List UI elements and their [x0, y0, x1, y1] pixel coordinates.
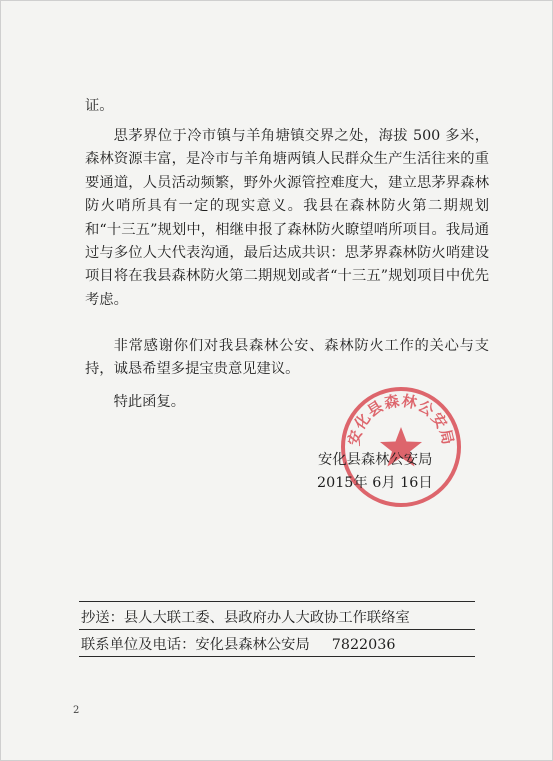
paragraph-continuation: 证。 — [85, 98, 114, 114]
divider-line — [79, 601, 475, 602]
divider-line — [79, 629, 475, 630]
signer-name: 安化县森林公安局 — [318, 452, 433, 468]
document-date: 2015年 6月 16日 — [317, 475, 433, 491]
svg-text:安化县森林公安局: 安化县森林公安局 — [344, 391, 458, 448]
cc-line: 抄送：县人大联工委、县政府办人大政协工作联络室 — [81, 610, 410, 626]
contact-line — [81, 634, 395, 654]
paragraph-closing: 特此函复。 — [113, 394, 186, 410]
divider-line — [79, 656, 475, 657]
paragraph-project-description: 思茅界位于冷市镇与羊角塘镇交界之处，海拔 500 多米，森林资源丰富，是冷市与羊角塘两镇人民群众生产生活往来的重要通道，人员活动频繁，野外火源管控难度大，建立思茅界森林防火哨所具有一定的现实意义。我县在森林防火第二期规划和“十三五”规划中，相继申报了森林防火瞭望哨所项目。我局通过与多位人大代表沟通，最后达成共识：思茅界森林防火哨建设项目将在我县森林防火第二期规划或者“十三五”规划项目中优先考虑。 — [85, 128, 489, 308]
paragraph-thanks: 非常感谢你们对我县森林公安、森林防火工作的关心与支持，诚恳希望多提宝贵意见建议。 — [85, 338, 489, 378]
contact-label: 联系单位及电话：安化县森林公安局 — [81, 637, 310, 653]
contact-phone: 7822036 — [331, 637, 396, 653]
page-number: 2 — [73, 705, 80, 716]
